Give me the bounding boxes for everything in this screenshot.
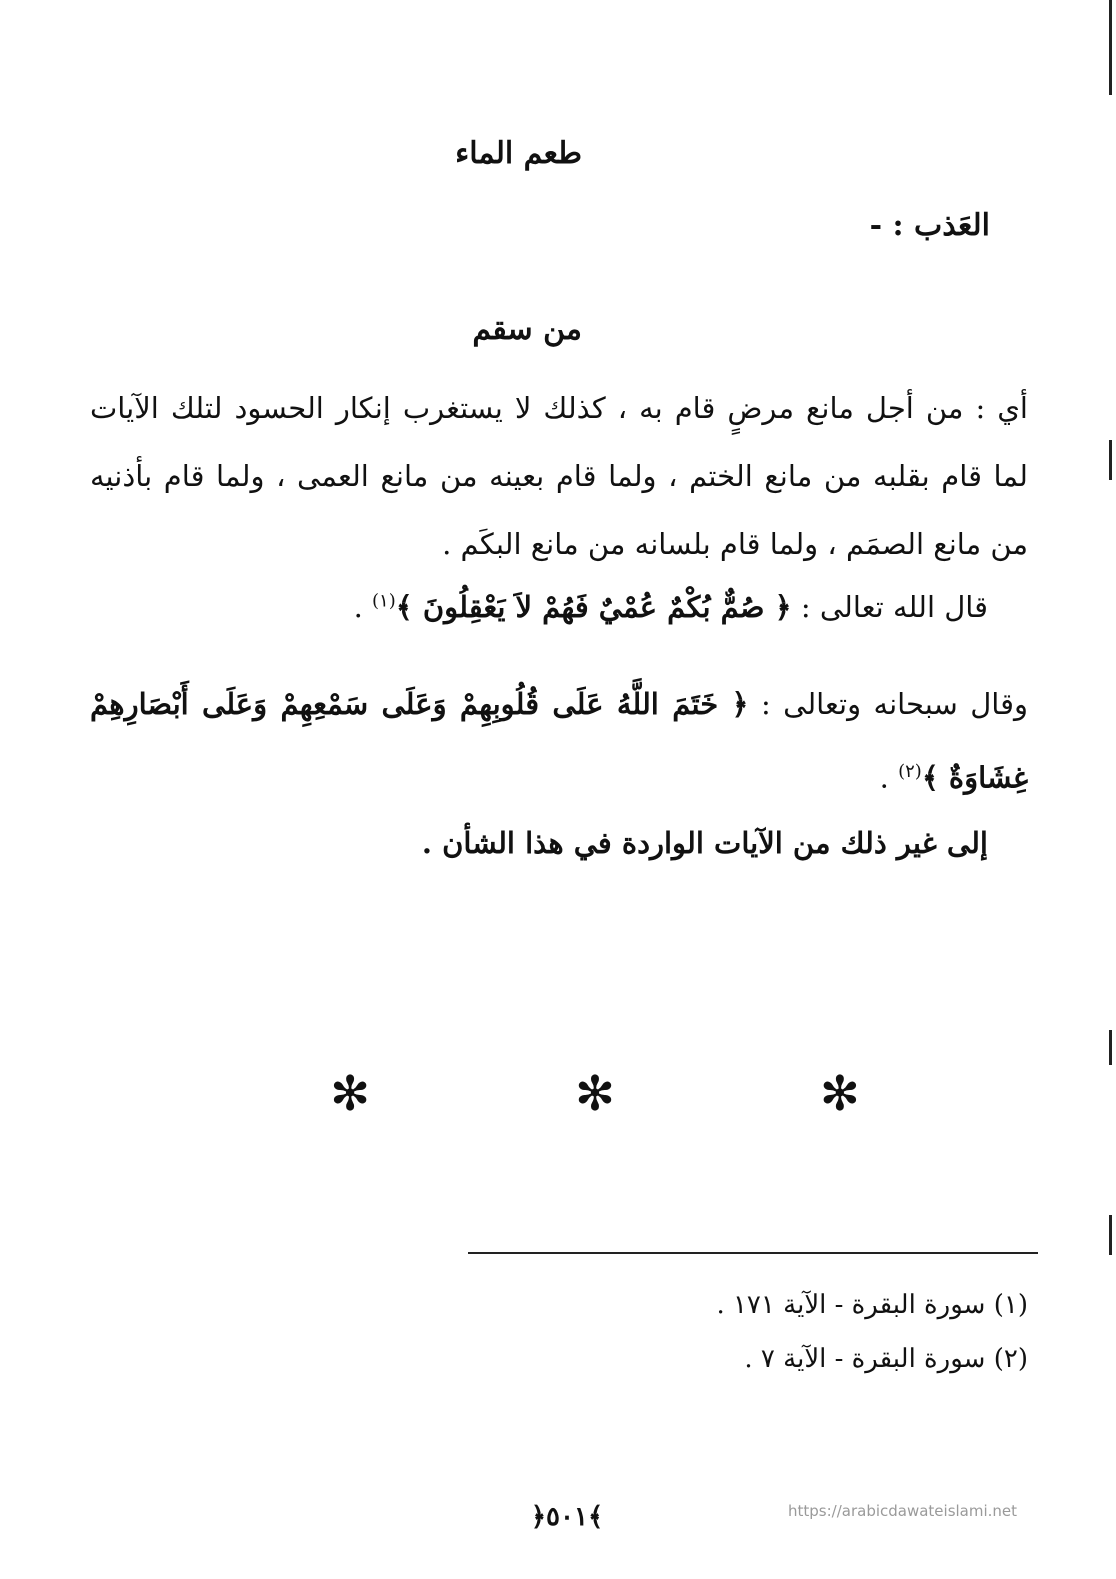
verse-2-footnote-ref: (٢) [898, 761, 922, 782]
verse-1-footnote-ref: (١) [372, 590, 396, 612]
page-number: ﴿٥٠١﴾ [530, 1502, 604, 1532]
verse-1-intro: قال الله تعالى : [800, 590, 988, 624]
watermark-url: https://arabicdawateislami.net [788, 1502, 1018, 1520]
body-paragraph: أي : من أجل مانع مرضٍ قام به ، كذلك لا يستغرب إنكار الحسود لتلك الآيات لما قام بقلبه من مانع الختم ، ولما قام بعينه من مانع العمى ، ولما قام بأذنيه من مانع الصمَم ، ولما قام بلسانه من مانع البكَم . [90, 391, 1028, 561]
footnote-2: (٢) سورة البقرة - الآية ٧ . [744, 1344, 1028, 1374]
star-ornament-icon: ✻ [574, 1066, 616, 1122]
sub-heading: من سقم [472, 312, 582, 347]
verse-2-end: . [879, 760, 889, 795]
verse-1 [354, 590, 988, 624]
verse-2-text: ﴿ خَتَمَ اللَّهُ عَلَى قُلُوبِهِمْ وَعَلَى سَمْعِهِمْ وَعَلَى أَبْصَارِهِمْ غِشَاوَةٌ ﴾ [90, 687, 1028, 795]
closing-line: إلى غير ذلك من الآيات الواردة في هذا الشأن . [421, 826, 988, 860]
scan-edge-mark [1109, 1030, 1112, 1065]
scan-edge-mark [1109, 1215, 1112, 1255]
term-label: العَذب : - [869, 208, 990, 243]
verse-2 [90, 670, 1028, 812]
star-ornament-icon: ✻ [819, 1066, 860, 1122]
footnote-divider [468, 1252, 1038, 1254]
page-heading: طعم الماء [455, 136, 582, 171]
section-separator [330, 1066, 860, 1122]
verse-1-end: . [353, 590, 363, 624]
scan-edge-mark [1109, 0, 1112, 95]
footnote-1: (١) سورة البقرة - الآية ١٧١ . [716, 1290, 1028, 1320]
star-ornament-icon: ✻ [330, 1066, 371, 1122]
verse-2-intro: وقال سبحانه وتعالى : [760, 687, 1028, 721]
scan-edge-mark [1109, 440, 1112, 480]
verse-1-text: ﴿ صُمٌّ بُكْمٌ عُمْيٌ فَهُمْ لاَ يَعْقِلُونَ ﴾ [395, 590, 792, 624]
